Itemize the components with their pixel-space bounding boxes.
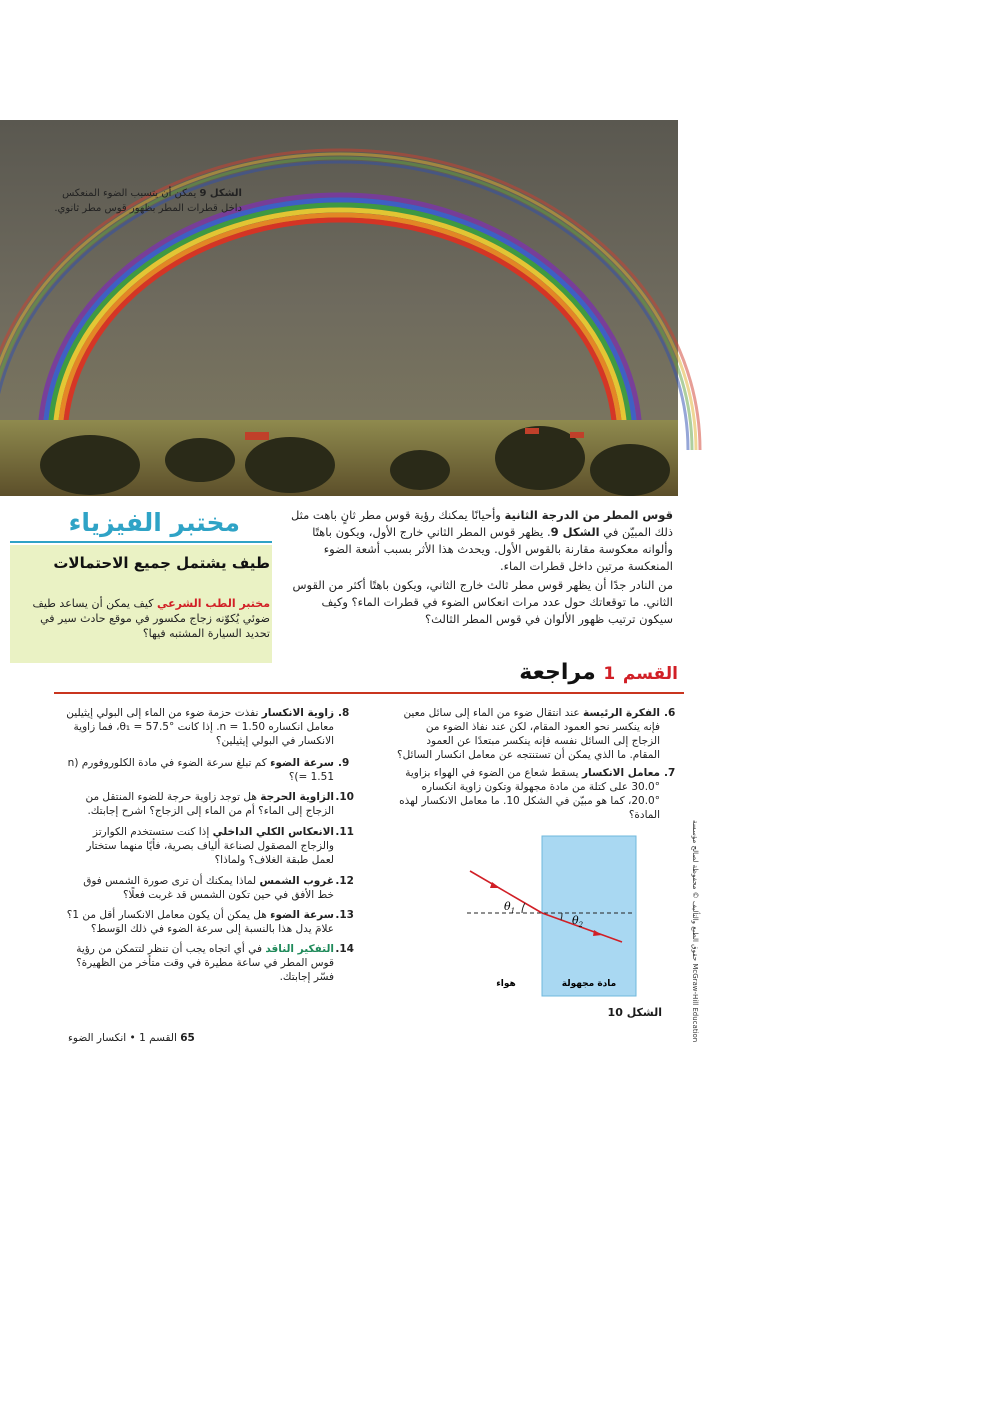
lab-box-title: طيف يشتمل جميع الاحتمالات [53, 554, 270, 572]
question-text: نفذت حزمة ضوء من الماء إلى البولي إيثيلين معامل انكساره 1.50 = n. إذا كانت θ₁ = 57.5°، فما زاوية الانكسار في البولي إيثيلين؟ [66, 707, 334, 747]
figure10-label: الشكل 10 [607, 1006, 662, 1019]
question-text: إذا كنت ستستخدم الكوارتز والزجاج المصقول لصناعة ألياف بصرية، فأيًا منهما ستختار لعمل طبقة الغلاف؟ ولماذا؟ [86, 826, 334, 866]
section-word: القسم [622, 664, 678, 684]
refraction-diagram [462, 836, 662, 996]
paragraph-heading: قوس المطر من الدرجة الثانية [504, 508, 673, 522]
physics-lab-title: مختبر الفيزياء [68, 508, 240, 537]
question-topic: سرعة الضوء [270, 909, 334, 921]
theta1-label: $\theta_1$ [504, 900, 516, 915]
unknown-material-block [542, 836, 636, 996]
footer-section-text: القسم 1 • انكسار الضوء [68, 1032, 177, 1044]
page-number: 65 [180, 1032, 195, 1044]
theta1-arc [522, 903, 525, 913]
question-topic: الانعكاس الكلي الداخلي [212, 826, 334, 838]
question-number: 10. [335, 791, 354, 803]
question-topic: التفكير الناقد [265, 943, 334, 955]
svg-text:حقوق الطبع والتأليف © محفوظة ل: حقوق الطبع والتأليف © محفوظة لصالح مؤسسة McGraw-Hill Education [691, 820, 699, 1043]
question-10 [64, 790, 354, 818]
page-footer [54, 1032, 199, 1044]
unknown-material-label: مادة مجهولة [561, 979, 617, 989]
question-topic: غروب الشمس [259, 875, 334, 887]
section-title: مراجعة [519, 660, 596, 685]
figure9-caption-text: يمكن أن يتسبب الضوء المنعكس داخل قطرات المطر بظهور قوس مطر ثانوي. [54, 188, 242, 214]
question-11 [64, 825, 354, 867]
question-14 [64, 942, 354, 984]
paragraph-text-b: . يظهر قوس المطر الثاني خارج الأول، ويكون باهتًا وألوانه معكوسة مقارنة بالقوس الأول. ويحدث هذا الأثر بسبب أشعة الضوء المنعكسة مرتين داخل قطرات الماء. [312, 525, 673, 573]
lab-box-question: كيف يمكن أن يساعد طيف ضوئي يُكوّنه زجاج مكسور في موقع حادث سير في تحديد السيارة المشتبه فيها؟ [32, 597, 270, 640]
question-body [64, 706, 334, 748]
question-body [395, 706, 660, 762]
rainbow-photo [0, 120, 678, 496]
question-body [64, 942, 334, 984]
question-topic: الزاوية الحرجة [260, 791, 334, 803]
copyright-credit [683, 820, 699, 1043]
question-number: 9. [338, 757, 350, 769]
question-body [395, 766, 660, 822]
question-topic: سرعة الضوء [270, 757, 334, 769]
air-label: هواء [496, 979, 516, 989]
question-number: 13. [335, 909, 354, 921]
question-body [64, 756, 334, 784]
question-number: 7. [664, 767, 676, 779]
lab-box-text [30, 596, 270, 641]
question-text: عند انتقال ضوء من الماء إلى سائل معين فإنه ينكسر نحو العمود المقام، لكن عند نفاذ الضوء من الزجاج إلى السائل نفسه فإنه ينكسر مبتعدًا عن العمود المقام. ما الذي يمكن أن تستنتجه عن معامل انكسار السائل؟ [397, 707, 660, 761]
body-text [287, 507, 673, 630]
figure9-label: الشكل 9 [199, 188, 242, 199]
question-body [64, 825, 334, 867]
question-text: هل توجد زاوية حرجة للضوء المنتقل من الزجاج إلى الماء؟ أم من الماء إلى الزجاج؟ اشرح إجابتك. [85, 791, 334, 817]
figure9-caption [42, 186, 242, 216]
question-12 [64, 874, 354, 902]
question-9 [64, 756, 354, 784]
figure9-reference: الشكل 9 [550, 525, 600, 539]
question-number: 11. [335, 826, 354, 838]
question-number: 8. [338, 707, 350, 719]
question-text: هل يمكن أن يكون معامل الانكسار أقل من 1؟ علامَ يدل هذا بالنسبة إلى سرعة الضوء في ذلك الوَسط؟ [66, 909, 334, 935]
question-topic: معامل الانكسار [581, 767, 660, 779]
paragraph-text-a: وأحيانًا يمكنك رؤية قوس مطر ثانٍ باهت مثل ذلك المبيّن في [290, 508, 673, 539]
question-topic: زاوية الانكسار [261, 707, 334, 719]
section-divider [54, 692, 684, 694]
question-text: في أي اتجاه يجب أن تنظر لتتمكن من رؤية قوس المطر في ساعة مطيرة في وقت متأخر من الظهيرة؟ فسّر إجابتك. [76, 943, 334, 983]
section-number: 1 [603, 664, 616, 684]
figure10-diagram [462, 836, 662, 996]
paragraph-third-rainbow: من النادر جدًا أن يظهر قوس مطر ثالث خارج الثاني، ويكون باهتًا أكثر من القوس الثاني. ما توقعاتك حول عدد مرات انعكاس الضوء في قطرات الماء؟ وكيف سيكون ترتيب ظهور الألوان في قوس المطر الثالث؟ [292, 578, 673, 626]
question-number: 12. [335, 875, 354, 887]
lab-box-lead: مختبر الطب الشرعي [156, 597, 270, 610]
rainbow-illustration [0, 120, 678, 496]
question-number: 14. [335, 943, 354, 955]
theta2-label: $\theta_2$ [572, 914, 584, 929]
lab-divider [10, 541, 272, 543]
question-topic: الفكرة الرئيسة [583, 707, 660, 719]
question-6 [395, 706, 680, 762]
question-body [64, 874, 334, 902]
question-body [64, 790, 334, 818]
question-number: 6. [664, 707, 676, 719]
question-13 [64, 908, 354, 936]
section-review-heading [519, 660, 678, 685]
question-text: يسقط شعاع من الضوء في الهواء بزاوية °30.0 على كتلة من مادة مجهولة وتكون زاوية انكساره °20.0، كما هو مبيّن في الشكل 10. ما معامل الانكسار لهذه المادة؟ [399, 767, 660, 821]
question-text: لماذا يمكنك أن ترى صورة الشمس فوق خط الأفق في حين تكون الشمس قد غربت فعلًا؟ [83, 875, 334, 901]
question-7 [395, 766, 680, 822]
question-8 [64, 706, 354, 748]
question-text: كم تبلغ سرعة الضوء في مادة الكلوروفورم (n = 1.51)؟ [67, 757, 334, 783]
question-body [64, 908, 334, 936]
paragraph-secondary-rainbow [287, 507, 673, 575]
